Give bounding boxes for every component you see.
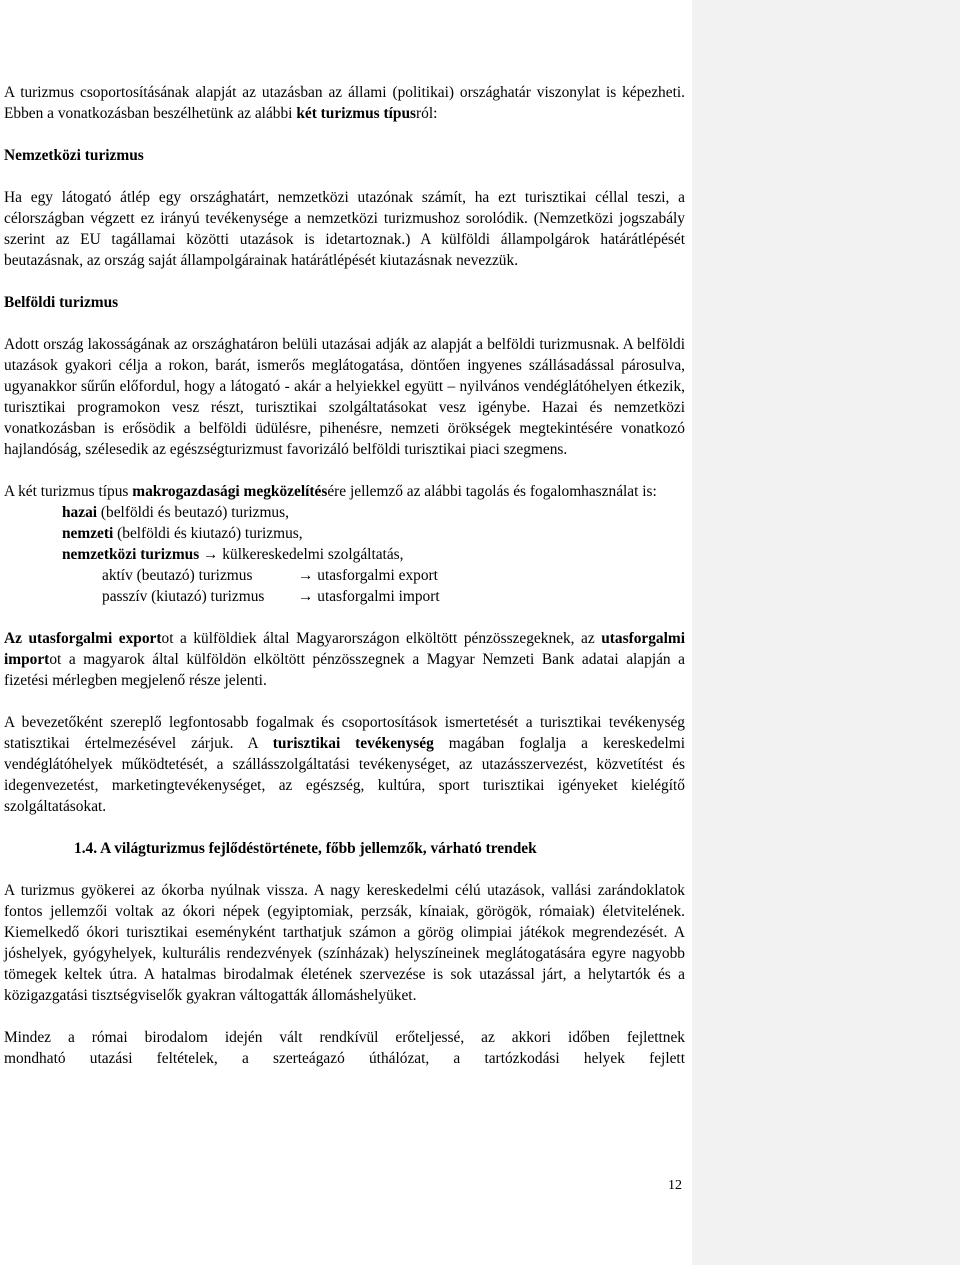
list-item-nemzetkozi: nemzetközi turizmus → külkereskedelmi szolgáltatás,: [62, 546, 404, 563]
document-body: [4, 82, 685, 1069]
intro-paragraph: A turizmus csoportosításának alapját az utazásban az állami (politikai) országhatár viszonylat is képezheti. Ebben a vonatkozásban beszélhetünk az alábbi két turizmus típusról:: [4, 84, 685, 122]
section-heading: 1.4. A világturizmus fejlődéstörténete, főbb jellemzők, várható trendek: [74, 840, 537, 857]
list-item-hazai: hazai (belföldi és beutazó) turizmus,: [62, 504, 289, 521]
romai-line-1: Mindez a római birodalom idején vált rendkívül erőteljessé, az akkori időben fejlettnek: [4, 1029, 685, 1046]
belfoldi-paragraph: Adott ország lakosságának az országhatáron belüli utazásai adják az alapját a belföldi turizmusnak. A belföldi utazások gyakori célja a rokon, barát, ismerős meglátogatása, döntően ingyenes szállásadással párosulva, ugyanakkor sűrűn előfordul, hogy a látogató - akár a helyiekkel együtt – nyilvános vendéglátóhelyen étkezik, turisztikai programokon vesz részt, turisztikai szolgáltatásokat vesz igénybe. Hazai és nemzetközi vonatkozásban is erősödik a belföldi üdülésre, pihenésre, nemzeti örökségek megtekintésére vonatkozó hajlandóság, szélesedik az egészségturizmust favorizáló belföldi turisztikai piaci szegmens.: [4, 336, 685, 458]
utasforgalmi-paragraph: Az utasforgalmi exportot a külföldiek által Magyarországon elköltött pénzösszegeknek, az utasforgalmi importot a magyarok által külföldön elköltött pénzösszegnek a Magyar Nemzeti Bank adatai alapján a fizetési mérlegben megjelenő része jelenti.: [4, 630, 685, 689]
comment-sidebar: [692, 0, 960, 1265]
page-number: 12: [668, 1178, 682, 1193]
arrow-icon: →: [298, 567, 318, 584]
romai-paragraph: [4, 1027, 685, 1069]
list-item-nemzeti: nemzeti (belföldi és kiutazó) turizmus,: [62, 525, 303, 542]
list-subitem-passziv: passzív (kiutazó) turizmus → utasforgalmi import: [102, 588, 440, 605]
belfoldi-heading: Belföldi turizmus: [4, 294, 119, 311]
nemzetkozi-heading: Nemzetközi turizmus: [4, 147, 144, 164]
romai-line-2: mondható utazási feltételek, a szerteágazó úthálózat, a tartózkodási helyek fejlett: [4, 1050, 685, 1067]
list-subitem-aktiv: aktív (beutazó) turizmus → utasforgalmi export: [102, 567, 438, 584]
nemzetkozi-paragraph: Ha egy látogató átlép egy országhatárt, nemzetközi utazónak számít, ha ezt turisztikai céllal teszi, a célországban végzett ez irányú tevékenysége a nemzetközi turizmushoz sorolódik. (Nemzetközi jogszabály szerint az EU tagállamai közötti utazások is idetartoznak.) A külföldi állampolgárok határátlépését beutazásnak, az ország saját állampolgárainak határátlépését kiutazásnak nevezzük.: [4, 189, 686, 269]
makro-paragraph: A két turizmus típus makrogazdasági megközelítésére jellemző az alábbi tagolás és fogalomhasználat is:: [4, 483, 657, 500]
bevezeto-paragraph: A bevezetőként szereplő legfontosabb fogalmak és csoportosítások ismertetését a turisztikai tevékenység statisztikai értelmezésével zárjuk. A turisztikai tevékenység magában foglalja a kereskedelmi vendéglátóhelyek működtetését, a szállásszolgáltatási tevékenységet, az utazásszervezést, közvetítést és idegenvezetést, marketingtevékenységet, az egészség, kultúra, sport turisztikai igényeket kielégítő szolgáltatásokat.: [4, 714, 685, 815]
arrow-icon: →: [199, 546, 223, 563]
arrow-icon: →: [298, 588, 318, 605]
gyokerek-paragraph: A turizmus gyökerei az ókorba nyúlnak vissza. A nagy kereskedelmi célú utazások, vallási zarándoklatok fontos jellemzői voltak az ókori népek (egyiptomiak, perzsák, kínaiak, görögök, rómaiak) életvitelének. Kiemelkedő ókori turisztikai eseményként tarthatjuk számon a görög olimpiai játékok megrendezését. A jóshelyek, gyógyhelyek, kulturális rendezvények (színházak) helyszíneinek meglátogatására egyre nagyobb tömegek keltek útra. A hatalmas birodalmak életének szervezése is sok utazással járt, a helytartók és a közigazgatási tisztségviselők gyakran váltogatták állomáshelyüket.: [4, 882, 685, 1004]
